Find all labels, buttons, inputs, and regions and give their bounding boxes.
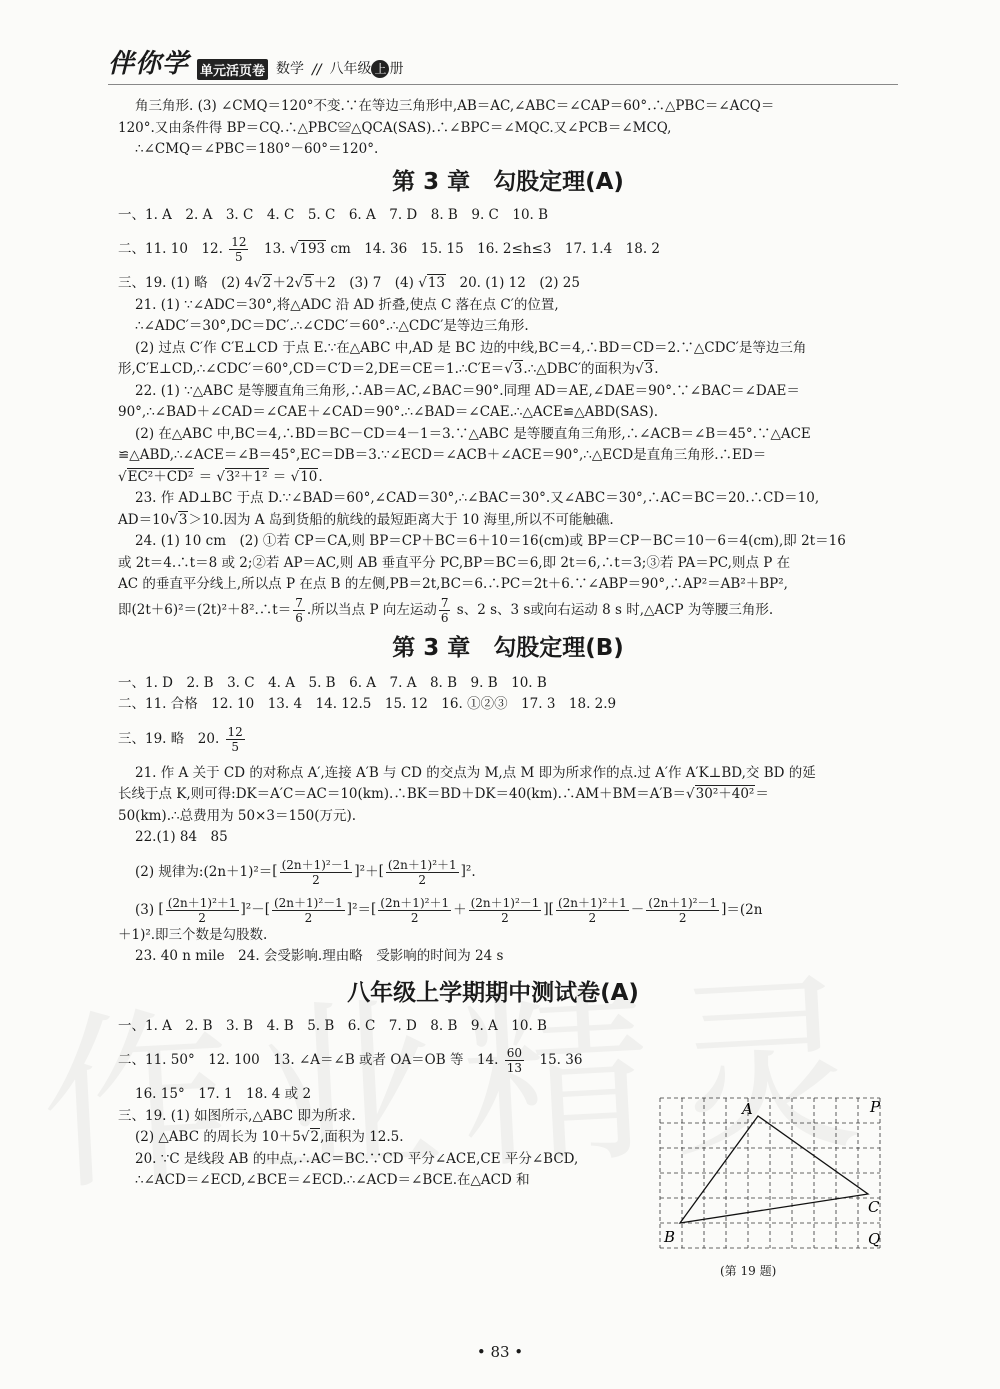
answer-line: (2) 在△ABC 中,BC＝4,∴BD＝BC－CD＝4－1＝3.∵△ABC 是等腰直角三角形,∴∠ACB＝∠B＝45°.∵△ACE xyxy=(135,425,811,442)
answer-line: 23. 作 AD⊥BC 于点 D.∵∠BAD＝60°,∠CAD＝30°,∴∠BAC＝30°.又∠ABC＝30°,∴AC＝BC＝20.∴CD＝10, xyxy=(135,490,820,506)
answer-line: 长线于点 K,则可得:DK＝A′C＝AC＝10(km).∴BK＝BD＋DK＝40(km).∴AM＋BM＝A′B＝√30²＋40²＝ xyxy=(118,786,769,802)
label-q: Q xyxy=(868,1230,881,1248)
answer-line: 二、11. 50° 12. 100 13. ∠A＝∠B 或者 OA＝OB 等 14. $\frac{60}{13}$ 15. 36 xyxy=(118,1046,583,1075)
answer-line: (2) △ABC 的周长为 10＋5√2,面积为 12.5. xyxy=(135,1129,404,1145)
answer-line: 21. (1) ∵∠ADC＝30°,将△ADC 沿 AD 折叠,使点 C 落在点 C′的位置, xyxy=(135,296,559,313)
header-separator: // xyxy=(312,62,322,78)
intro-line: ∴∠CMQ＝∠PBC＝180°－60°＝120°. xyxy=(135,141,379,157)
intro-line: 角三角形. (3) ∠CMQ＝120°不变.∵在等边三角形中,AB＝AC,∠ABC＝∠CAP＝60°.∴△PBC＝∠ACQ＝ xyxy=(135,98,775,114)
section-c-answers xyxy=(118,1016,638,1192)
brand-title: 伴你学 xyxy=(108,49,190,79)
answer-line: ∴∠ADC′＝30°,DC＝DC′.∴∠CDC′＝60°.∴△CDC′是等边三角形. xyxy=(135,318,529,334)
fraction: $\frac{\text{(2n＋1)²－1}}{2}$ xyxy=(273,895,343,925)
answer-line: ≌△ABD,∴∠ACE＝∠B＝45°,EC＝DB＝3.∵∠ECD＝∠ACB＋∠ACE＝90°,∴△ECD是直角三角形.∴ED＝ xyxy=(118,447,767,463)
label-p: P xyxy=(870,1098,881,1116)
answer-line: (3) [ $\frac{\text{(2n＋1)²＋1}}{2}$ ]²－[ $\frac{\text{(2n＋1)²－1}}{2}$ ]²＝[ $\frac{\text{(2n＋1)²＋1}}{2}$ ＋ $\frac{\text{(2n＋1)²－1}}{2}$ ][ $\frac{\text{(2n＋1)²＋1}}{2}$ － $\frac{\text{(2n＋1)²－1}}{2}$ ]＝(2n xyxy=(135,895,763,925)
answer-line: √EC²＋CD² ＝ √3²＋1² ＝ √10. xyxy=(118,468,323,485)
fraction: $\frac{7}{6}$ xyxy=(440,595,449,625)
fraction: $\frac{\text{(2n＋1)²＋1}}{2}$ xyxy=(387,857,457,887)
header-rule xyxy=(108,84,898,85)
grid-figure xyxy=(650,1088,890,1288)
grade-label: 八年级 上 册 xyxy=(329,61,404,77)
answer-line: 二、11. 10 12. $\frac{12}{5}$ 13. √193 cm 14. 36 15. 15 16. 2≤h≤3 17. 1.4 18. 2 xyxy=(118,235,661,264)
volume-badge: 上 xyxy=(371,60,389,78)
intro-line: 120°.又由条件得 BP＝CQ.∴△PBC≌△QCA(SAS).∴∠BPC＝∠MQC.又∠PCB＝∠MCQ, xyxy=(118,119,672,136)
fraction: $\frac{\text{(2n＋1)²＋1}}{2}$ xyxy=(380,895,450,925)
figure-caption: (第 19 题) xyxy=(720,1264,777,1278)
grid-lines xyxy=(660,1098,880,1248)
section-title-c: 八年级上学期期中测试卷(A) xyxy=(347,979,639,1006)
fraction: $\frac{\text{(2n＋1)²－1}}{2}$ xyxy=(470,895,540,925)
label-c: C xyxy=(868,1198,880,1216)
label-a: A xyxy=(742,1100,753,1118)
answer-content xyxy=(118,96,898,1192)
answer-line: 二、11. 合格 12. 10 13. 4 14. 12.5 15. 12 16. ①②③ 17. 3 18. 2.9 xyxy=(118,696,617,712)
series-badge: 单元活页卷 xyxy=(197,59,268,80)
fraction: $\frac{12}{5}$ xyxy=(231,235,247,264)
triangle-abc xyxy=(680,1116,868,1223)
answer-line: (2) 过点 C′作 C′E⊥CD 于点 E.∵在△ABC 中,AD 是 BC 边的中线,BC＝4,∴BD＝CD＝2.∵△CDC′是等边三角 xyxy=(135,339,807,356)
answer-line: ∴∠ACD＝∠ECD,∠BCE＝∠ECD.∴∠ACD＝∠BCE.在△ACD 和 xyxy=(135,1172,530,1188)
answer-line: ＋1)².即三个数是勾股数. xyxy=(118,926,268,943)
page-header xyxy=(108,40,403,80)
answer-line: AC 的垂直平分线上,所以点 P 在点 B 的左侧,PB＝2t,BC＝6.∴PC＝2t＋6.∵∠ABP＝90°,∴AP²＝AB²＋BP², xyxy=(118,576,788,592)
section-title-b: 第 3 章 勾股定理(B) xyxy=(392,634,624,661)
answer-line: 20. ∵C 是线段 AB 的中点,∴AC＝BC.∵CD 平分∠ACE,CE 平分∠BCD, xyxy=(135,1150,579,1167)
fraction: $\frac{60}{13}$ xyxy=(506,1046,522,1075)
section-title-a: 第 3 章 勾股定理(A) xyxy=(392,168,624,195)
answer-line: 23. 40 n mile 24. 会受影响.理由略 受影响的时间为 24 s xyxy=(135,948,504,964)
answer-line: 三、19. (1) 如图所示,△ABC 即为所求. xyxy=(118,1107,356,1124)
fraction: $\frac{12}{5}$ xyxy=(227,724,243,754)
fraction: $\frac{7}{6}$ xyxy=(295,595,303,625)
answer-line: 一、1. D 2. B 3. C 4. A 5. B 6. A 7. A 8. B 9. B 10. B xyxy=(118,674,547,691)
answer-line: 22.(1) 84 85 xyxy=(135,829,228,845)
answer-line: 三、19. (1) 略 (2) 4√2＋2√5＋2 (3) 7 (4) √13 20. (1) 12 (2) 25 xyxy=(118,275,580,291)
answer-line: 24. (1) 10 cm (2) ①若 CP＝CA,则 BP＝CP＋BC＝6＋10＝16(cm)或 BP＝CP－BC＝10－6＝4(cm),即 2t＝16 xyxy=(135,533,846,549)
subject-label: 数学 xyxy=(276,61,305,77)
fraction: $\frac{\text{(2n＋1)²＋1}}{2}$ xyxy=(167,895,237,925)
answer-line: 即(2t＋6)²＝(2t)²＋8².∴t＝ $\frac{7}{6}$ .所以当点 P 向左运动 $\frac{7}{6}$ s、2 s、3 s或向右运动 8 s 时,△ACP 为等腰三角形. xyxy=(118,595,774,625)
answer-line: 16. 15° 17. 1 18. 4 或 2 xyxy=(135,1086,312,1102)
answer-line: 50(km).∴总费用为 50×3＝150(万元). xyxy=(118,807,357,824)
fraction: $\frac{\text{(2n＋1)²＋1}}{2}$ xyxy=(557,895,627,925)
answer-line: 或 2t＝4.∴t＝8 或 2;②若 AP＝AC,则 AB 垂直平分 PC,BP＝BC＝6,即 2t＝6,∴t＝3;③若 PA＝PC,则点 P 在 xyxy=(118,554,791,571)
answer-line: 90°,∴∠BAD＋∠CAD＝∠CAE＋∠CAD＝90°.∴∠BAD＝∠CAE.∴△ACE≌△ABD(SAS). xyxy=(118,404,659,420)
page-number: • 83 • xyxy=(476,1343,524,1361)
fraction: $\frac{\text{(2n＋1)²－1}}{2}$ xyxy=(281,857,351,887)
label-b: B xyxy=(664,1228,676,1246)
answer-line: 一、1. A 2. B 3. B 4. B 5. B 6. C 7. D 8. B 9. A 10. B xyxy=(118,1017,547,1034)
answer-line: 三、19. 略 20. $\frac{12}{5}$ xyxy=(118,724,243,754)
answer-line: AD＝10√3＞10.因为 A 岛到货船的航线的最短距离大于 10 海里,所以不可能触礁. xyxy=(118,511,614,528)
answer-line: (2) 规律为:(2n＋1)²＝[ $\frac{\text{(2n＋1)²－1}}{2}$ ]²＋[ $\frac{\text{(2n＋1)²＋1}}{2}$ ]². xyxy=(135,857,476,887)
answer-line: 形,C′E⊥CD,∴∠CDC′＝60°,CD＝C′D＝2,DE＝CE＝1.∴C′E＝√3.∴△DBC′的面积为√3. xyxy=(118,361,659,377)
answer-line: 一、1. A 2. A 3. C 4. C 5. C 6. A 7. D 8. B 9. C 10. B xyxy=(118,206,549,223)
answer-line: 21. 作 A 关于 CD 的对称点 A′,连接 A′B 与 CD 的交点为 M,点 M 即为所求作的点.过 A′作 A′K⊥BD,交 BD 的延 xyxy=(135,764,816,781)
fraction: $\frac{\text{(2n＋1)²－1}}{2}$ xyxy=(648,895,718,925)
answer-line: 22. (1) ∵△ABC 是等腰直角三角形,∴AB＝AC,∠BAC＝90°.同理 AD＝AE,∠DAE＝90°.∵∠BAC＝∠DAE＝ xyxy=(135,382,800,399)
